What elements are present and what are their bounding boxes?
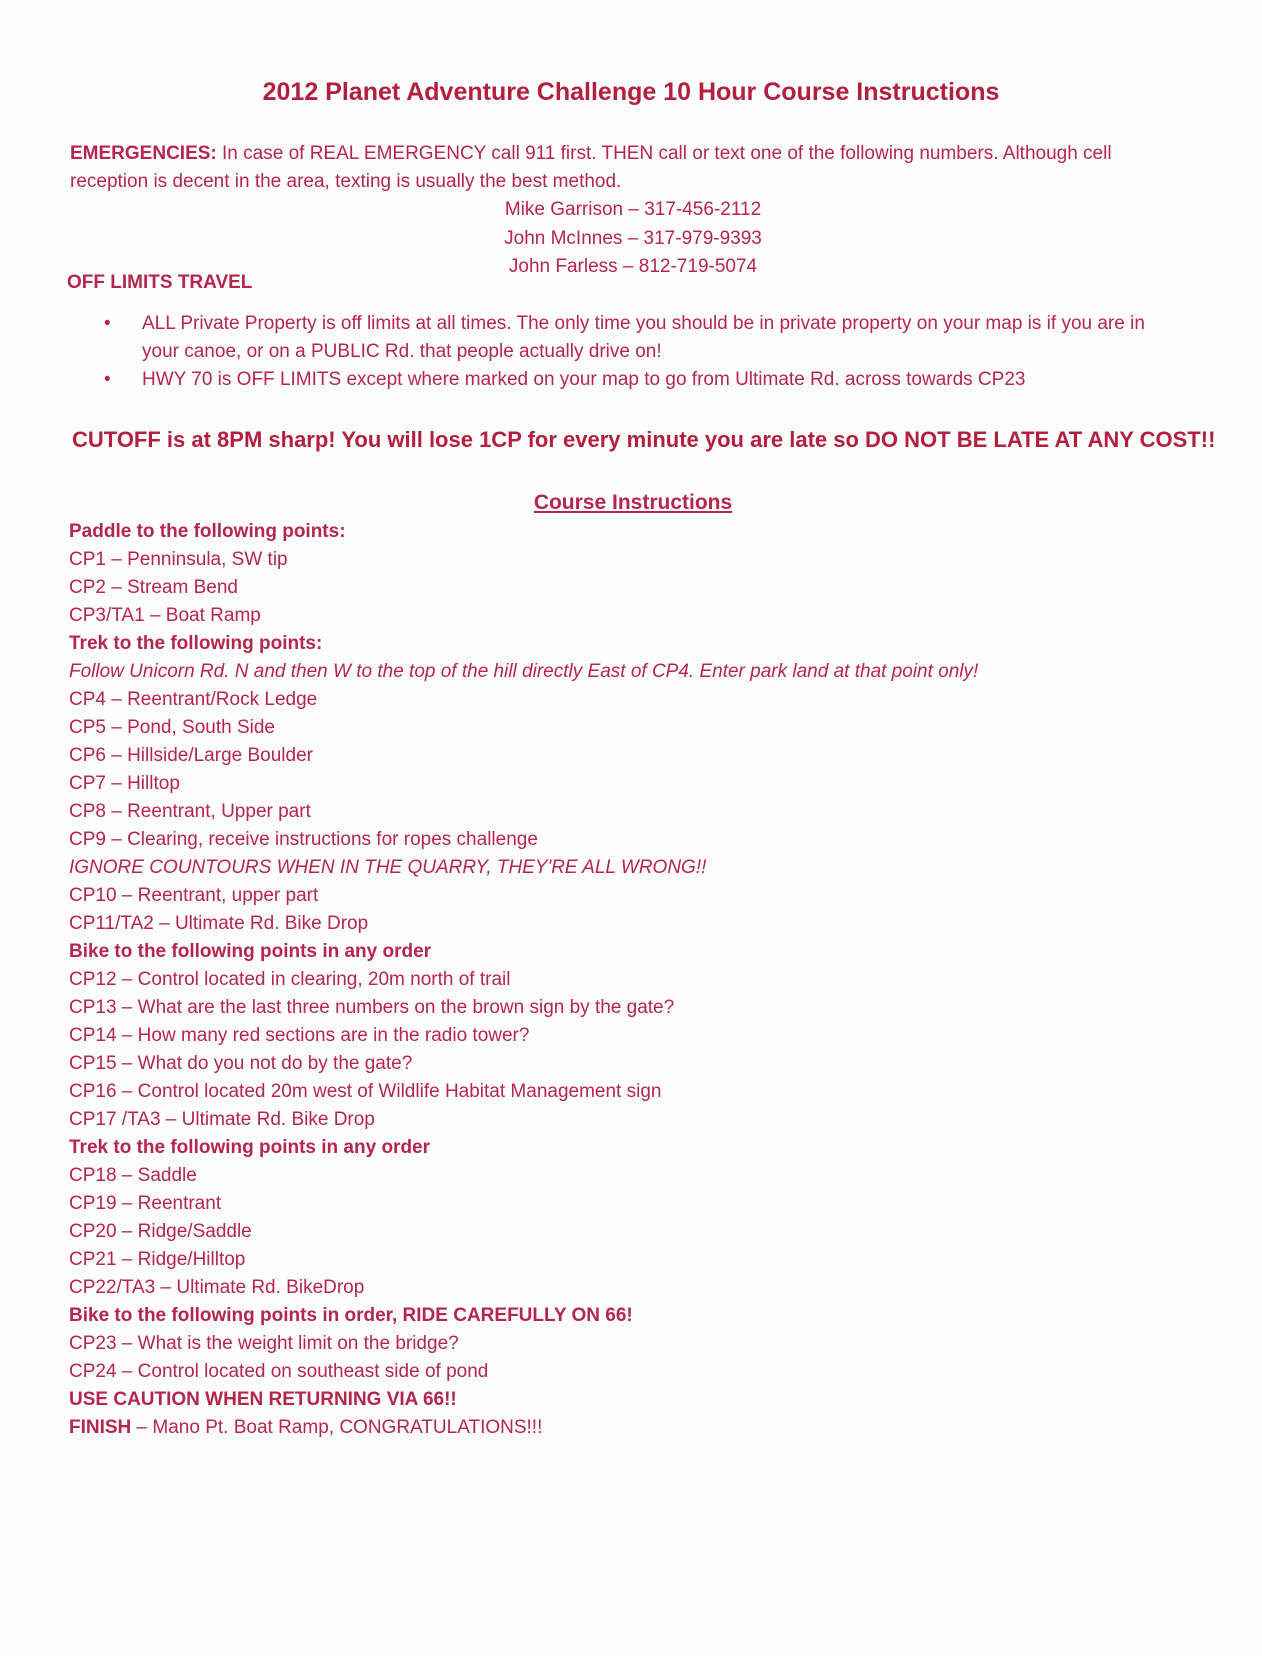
section-heading: Bike to the following points in order, RIDE CAREFULLY ON 66! [69,1305,633,1326]
list-item: CP5 – Pond, South Side [69,717,275,738]
emergencies-paragraph [70,140,1190,196]
list-item: IGNORE COUNTOURS WHEN IN THE QUARRY, THEY'RE ALL WRONG!! [69,857,707,878]
cutoff-notice: CUTOFF is at 8PM sharp! You will lose 1CP for every minute you are late so DO NOT BE LATE AT ANY COST!! [72,427,1216,452]
emergency-contacts [0,196,1262,282]
bullet-icon: • [104,313,111,334]
list-item: CP19 – Reentrant [69,1193,222,1214]
list-item: CP12 – Control located in clearing, 20m north of trail [69,969,511,990]
off-limits-list [102,310,1182,394]
list-item: CP14 – How many red sections are in the radio tower? [69,1025,530,1046]
course-heading-text: Course Instructions [533,491,733,514]
list-item: CP16 – Control located 20m west of Wildlife Habitat Management sign [69,1081,662,1102]
list-item: CP15 – What do you not do by the gate? [69,1053,413,1074]
list-item [102,310,1182,366]
emergencies-text: In case of REAL EMERGENCY call 911 first. THEN call or text one of the following numbers. Although cell reception is decent in the area, texting is usually the best method. [70,143,1112,192]
bullet-text: ALL Private Property is off limits at all times. The only time you should be in private property on your map is if you are in your canoe, or on a PUBLIC Rd. that people actually drive on! [142,313,1145,362]
list-item: CP13 – What are the last three numbers on the brown sign by the gate? [69,997,675,1018]
list-item: CP3/TA1 – Boat Ramp [69,605,261,626]
document-title: 2012 Planet Adventure Challenge 10 Hour Course Instructions [262,78,1000,106]
list-item: CP18 – Saddle [69,1165,197,1186]
bullet-text: HWY 70 is OFF LIMITS except where marked on your map to go from Ultimate Rd. across towards CP23 [142,369,1026,390]
section-heading: USE CAUTION WHEN RETURNING VIA 66!! [69,1389,457,1410]
section-heading: Trek to the following points in any order [69,1137,431,1158]
emergencies-label: EMERGENCIES: [70,143,217,164]
list-item [102,366,1182,394]
list-item: CP17 /TA3 – Ultimate Rd. Bike Drop [69,1109,375,1130]
list-item: FINISH – Mano Pt. Boat Ramp, CONGRATULATIONS!!! [69,1417,543,1438]
list-item: CP20 – Ridge/Saddle [69,1221,252,1242]
section-heading: Trek to the following points: [69,633,323,654]
list-item: CP24 – Control located on southeast side of pond [69,1361,489,1382]
list-item: CP8 – Reentrant, Upper part [69,801,311,822]
section-heading: Bike to the following points in any order [69,941,432,962]
list-item: CP11/TA2 – Ultimate Rd. Bike Drop [69,913,369,934]
contact-line: John McInnes – 317-979-9393 [504,227,762,249]
bullet-icon: • [104,369,111,390]
contact-line: Mike Garrison – 317-456-2112 [504,199,762,220]
list-item: CP4 – Reentrant/Rock Ledge [69,689,318,710]
section-heading: Paddle to the following points: [69,521,346,542]
list-item: CP10 – Reentrant, upper part [69,885,319,906]
list-item: CP23 – What is the weight limit on the bridge? [69,1333,459,1354]
list-item: CP1 – Penninsula, SW tip [69,549,288,570]
list-item: CP9 – Clearing, receive instructions for ropes challenge [69,829,538,850]
list-item: CP22/TA3 – Ultimate Rd. BikeDrop [69,1277,365,1298]
course-instructions-heading [0,491,1262,515]
list-item: Follow Unicorn Rd. N and then W to the top of the hill directly East of CP4. Enter park land at that point only! [69,661,979,682]
list-item: CP21 – Ridge/Hilltop [69,1249,246,1270]
list-item: CP7 – Hilltop [69,773,180,794]
list-item: CP2 – Stream Bend [69,577,238,598]
list-item: CP6 – Hillside/Large Boulder [69,745,313,766]
contact-line: John Farless – 812-719-5074 [508,256,758,277]
off-limits-heading: OFF LIMITS TRAVEL [67,272,253,293]
course-instructions-list [69,518,1219,1442]
